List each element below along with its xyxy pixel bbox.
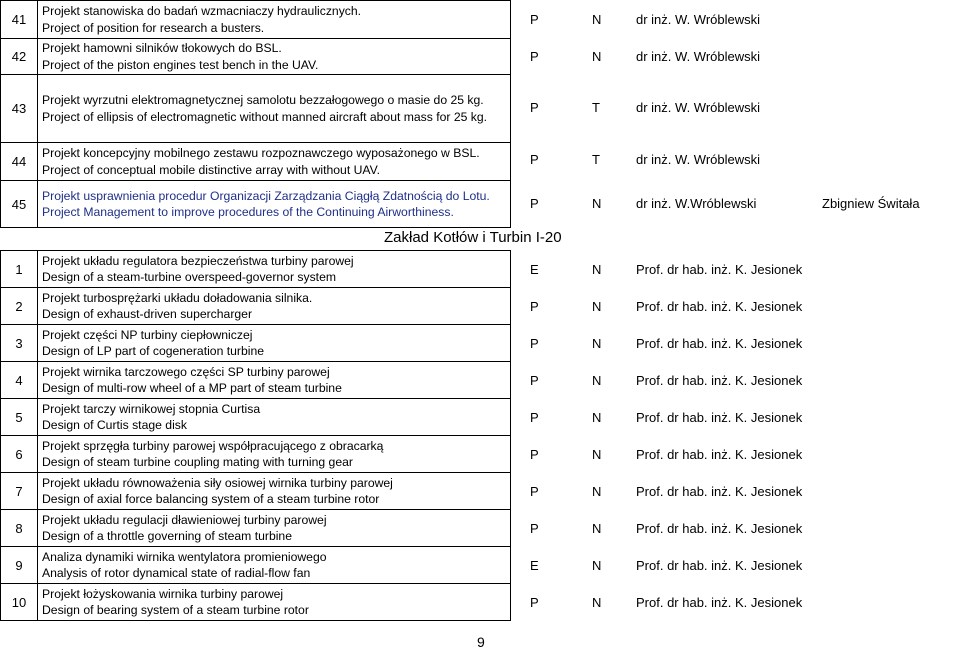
- status-cell: N: [592, 484, 602, 499]
- table-row: [1, 547, 511, 584]
- type-cell: P: [530, 484, 539, 499]
- row-description: [38, 143, 511, 181]
- row-description: [38, 547, 511, 584]
- topics-table-top: [0, 0, 511, 228]
- row-description: [38, 251, 511, 288]
- type-cell: P: [530, 196, 539, 211]
- status-cell: N: [592, 447, 602, 462]
- title-pl: Projekt łożyskowania wirnika turbiny parowej: [42, 586, 284, 601]
- status-cell: N: [592, 410, 602, 425]
- row-description: [38, 1, 511, 39]
- title-en: Design of Curtis stage disk: [42, 418, 187, 432]
- title-pl: Projekt koncepcyjny mobilnego zestawu rozpoznawczego wyposażonego w BSL.: [42, 146, 480, 160]
- row-number: 4: [1, 362, 38, 399]
- row-number: 5: [1, 399, 38, 436]
- table-row: [1, 510, 511, 547]
- title-en: Design of a throttle governing of steam turbine: [42, 529, 292, 543]
- table-row: [1, 584, 511, 621]
- section-title: Zakład Kotłów i Turbin I-20: [384, 229, 562, 246]
- title-pl: Projekt hamowni silników tłokowych do BSL.: [42, 41, 282, 55]
- row-description: [38, 473, 511, 510]
- row-description: [38, 181, 511, 228]
- status-cell: N: [592, 558, 602, 573]
- title-en: Design of multi-row wheel of a MP part of steam turbine: [42, 381, 342, 395]
- title-en: Design of axial force balancing system of a steam turbine rotor: [42, 492, 380, 506]
- title-pl: Projekt usprawnienia procedur Organizacji Zarządzania Ciągłą Zdatnością do Lotu.: [42, 188, 490, 203]
- row-description: [38, 288, 511, 325]
- promoter-cell: dr inż. W. Wróblewski: [636, 12, 761, 27]
- row-number: 7: [1, 473, 38, 510]
- status-cell: T: [592, 152, 600, 167]
- table-row: [1, 1, 511, 39]
- type-cell: P: [530, 373, 539, 388]
- promoter-cell: Prof. dr hab. inż. K. Jesionek: [636, 336, 803, 351]
- title-pl: Projekt wyrzutni elektromagnetycznej samolotu bezzałogowego o masie do 25 kg.: [42, 93, 484, 107]
- title-pl: Projekt części NP turbiny ciepłowniczej: [42, 327, 253, 342]
- promoter-cell: Prof. dr hab. inż. K. Jesionek: [636, 373, 803, 388]
- table-row: [1, 75, 511, 143]
- row-description: [38, 325, 511, 362]
- table-row: [1, 251, 511, 288]
- promoter-cell: dr inż. W. Wróblewski: [636, 49, 761, 64]
- status-cell: N: [592, 373, 602, 388]
- status-cell: N: [592, 262, 602, 277]
- row-description: [38, 436, 511, 473]
- table-row: [1, 473, 511, 510]
- promoter-cell: Prof. dr hab. inż. K. Jesionek: [636, 521, 803, 536]
- promoter-cell: Prof. dr hab. inż. K. Jesionek: [636, 262, 803, 277]
- title-pl: Projekt tarczy wirnikowej stopnia Curtisa: [42, 401, 261, 416]
- row-number: 3: [1, 325, 38, 362]
- page-number: 9: [477, 634, 485, 650]
- title-en: Design of a steam-turbine overspeed-governor system: [42, 270, 336, 284]
- title-pl: Projekt sprzęgła turbiny parowej współpracującego z obracarką: [42, 438, 384, 453]
- title-pl: Projekt układu równoważenia siły osiowej wirnika turbiny parowej: [42, 475, 393, 490]
- promoter-cell: Prof. dr hab. inż. K. Jesionek: [636, 410, 803, 425]
- type-cell: P: [530, 152, 539, 167]
- topics-table-bottom: [0, 250, 511, 621]
- title-en: Project of position for research a busters.: [42, 20, 265, 35]
- row-number: 41: [1, 1, 38, 39]
- row-number: 44: [1, 143, 38, 181]
- title-pl: Projekt układu regulatora bezpieczeństwa turbiny parowej: [42, 253, 354, 268]
- title-en: Project of the piston engines test bench in the UAV.: [42, 57, 319, 72]
- table-row: [1, 399, 511, 436]
- row-number: 10: [1, 584, 38, 621]
- table-row: [1, 39, 511, 75]
- promoter-cell: Prof. dr hab. inż. K. Jesionek: [636, 299, 803, 314]
- title-en: Design of LP part of cogeneration turbine: [42, 344, 265, 358]
- title-en: Project of conceptual mobile distinctive array with without UAV.: [42, 162, 381, 177]
- title-en: Design of exhaust-driven supercharger: [42, 307, 253, 321]
- type-cell: E: [530, 558, 539, 573]
- table-row: [1, 288, 511, 325]
- title-en: Design of bearing system of a steam turbine rotor: [42, 603, 309, 617]
- promoter-cell: dr inż. W.Wróblewski: [636, 196, 757, 211]
- status-cell: N: [592, 12, 602, 27]
- type-cell: P: [530, 100, 539, 115]
- row-number: 42: [1, 39, 38, 75]
- promoter-cell: Prof. dr hab. inż. K. Jesionek: [636, 595, 803, 610]
- promoter-cell: Prof. dr hab. inż. K. Jesionek: [636, 484, 803, 499]
- status-cell: N: [592, 595, 602, 610]
- row-number: 43: [1, 75, 38, 143]
- type-cell: P: [530, 410, 539, 425]
- promoter-cell: dr inż. W. Wróblewski: [636, 152, 761, 167]
- title-pl: Projekt turbosprężarki układu doładowania silnika.: [42, 290, 313, 305]
- table-row: [1, 325, 511, 362]
- title-en: Design of steam turbine coupling mating with turning gear: [42, 455, 353, 469]
- row-description: [38, 362, 511, 399]
- table-row: [1, 181, 511, 228]
- row-number: 8: [1, 510, 38, 547]
- status-cell: N: [592, 521, 602, 536]
- promoter-cell: Prof. dr hab. inż. K. Jesionek: [636, 558, 803, 573]
- table-row: [1, 362, 511, 399]
- title-pl: Analiza dynamiki wirnika wentylatora promieniowego: [42, 549, 327, 564]
- row-number: 6: [1, 436, 38, 473]
- table-row: [1, 143, 511, 181]
- row-description: [38, 510, 511, 547]
- title-en: Project of ellipsis of electromagnetic without manned aircraft about mass for 25 kg.: [42, 109, 488, 124]
- title-en: Project Management to improve procedures of the Continuing Airworthiness.: [42, 205, 454, 219]
- type-cell: P: [530, 336, 539, 351]
- row-description: [38, 399, 511, 436]
- row-description: [38, 584, 511, 621]
- type-cell: E: [530, 262, 539, 277]
- title-pl: Projekt stanowiska do badań wzmacniaczy hydraulicznych.: [42, 4, 362, 18]
- title-en: Analysis of rotor dynamical state of radial-flow fan: [42, 566, 311, 580]
- consultant-cell: Zbigniew Świtała: [822, 196, 920, 211]
- status-cell: N: [592, 336, 602, 351]
- type-cell: P: [530, 521, 539, 536]
- type-cell: P: [530, 49, 539, 64]
- row-description: [38, 39, 511, 75]
- table-row: [1, 436, 511, 473]
- row-number: 9: [1, 547, 38, 584]
- title-pl: Projekt układu regulacji dławieniowej turbiny parowej: [42, 512, 327, 527]
- type-cell: P: [530, 299, 539, 314]
- row-number: 2: [1, 288, 38, 325]
- status-cell: N: [592, 299, 602, 314]
- status-cell: T: [592, 100, 600, 115]
- promoter-cell: Prof. dr hab. inż. K. Jesionek: [636, 447, 803, 462]
- type-cell: P: [530, 447, 539, 462]
- type-cell: P: [530, 595, 539, 610]
- status-cell: N: [592, 49, 602, 64]
- type-cell: P: [530, 12, 539, 27]
- title-pl: Projekt wirnika tarczowego części SP turbiny parowej: [42, 364, 330, 379]
- status-cell: N: [592, 196, 602, 211]
- row-description: [38, 75, 511, 143]
- promoter-cell: dr inż. W. Wróblewski: [636, 100, 761, 115]
- row-number: 1: [1, 251, 38, 288]
- row-number: 45: [1, 181, 38, 228]
